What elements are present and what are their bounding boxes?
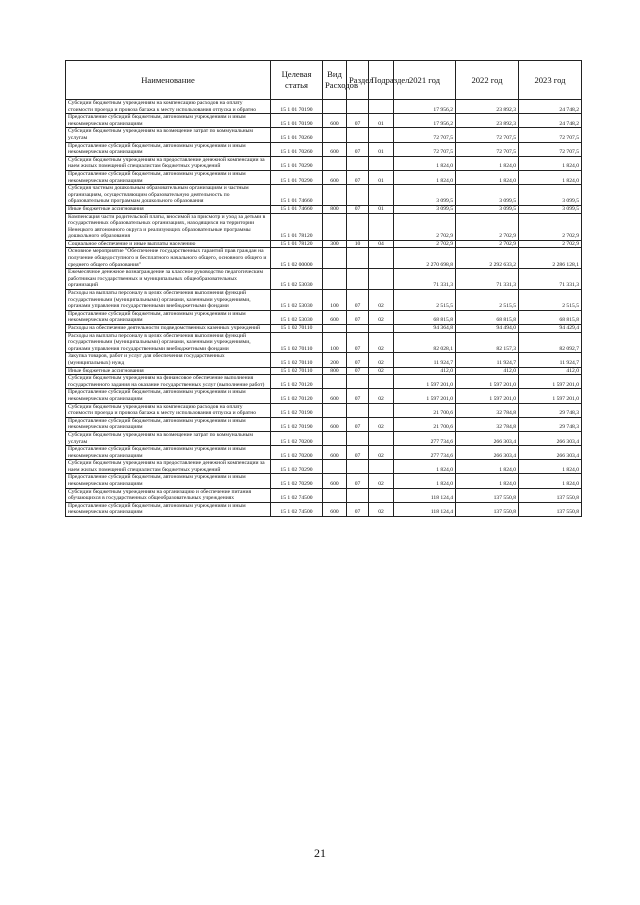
row-type-cell: 300 [323,240,347,248]
row-target-cell: 15 1 02 53030 [271,269,323,290]
row-2021-cell: 3 099,5 [394,205,456,213]
row-section-cell: 07 [347,205,369,213]
row-name-cell: Предоставление субсидий бюджетным, автономным учреждениям и иным некоммерческим организациям [66,310,271,324]
row-type-cell: 100 [323,332,347,353]
row-target-cell: 15 1 02 74500 [271,488,323,502]
row-2023-cell: 1 824,0 [519,156,582,170]
row-2023-cell: 2 286 128,1 [519,248,582,269]
row-name-cell: Субсидии бюджетным учреждениям на компенсацию расходов на оплату стоимости проезда и провоза багажа к месту использования отпуска и обратно [66,403,271,417]
row-2021-cell: 2 270 698,8 [394,248,456,269]
table-row [66,375,582,389]
table-row [66,240,582,248]
row-name-cell: Ежемесячное денежное вознаграждение за классное руководство педагогическим работникам государственных и муниципальных общеобразовательных организаций [66,269,271,290]
table-row [66,213,582,240]
row-section-cell [347,213,369,240]
table-row [66,389,582,403]
row-section-cell: 07 [347,353,369,367]
row-2021-cell: 1 597 201,0 [394,389,456,403]
row-type-cell: 600 [323,502,347,516]
row-type-cell: 600 [323,446,347,460]
row-subsection-cell [369,248,394,269]
row-name-cell: Расходы на обеспечение деятельности подведомственных казенных учреждений [66,325,271,333]
row-section-cell [347,431,369,445]
row-2023-cell: 2 702,9 [519,213,582,240]
table-row [66,417,582,431]
row-target-cell: 15 1 02 74500 [271,502,323,516]
row-2023-cell: 29 748,3 [519,417,582,431]
table-row [66,142,582,156]
row-target-cell: 15 1 01 70190 [271,114,323,128]
header-year-2022: 2022 год [456,61,519,100]
row-2023-cell: 3 099,5 [519,185,582,206]
row-target-cell: 15 1 01 70290 [271,170,323,184]
table-row [66,185,582,206]
row-name-cell: Предоставление субсидий бюджетным, автономным учреждениям и иным некоммерческим организациям [66,114,271,128]
row-type-cell [323,375,347,389]
row-section-cell [347,100,369,114]
row-2021-cell: 72 707,5 [394,128,456,142]
row-type-cell: 600 [323,170,347,184]
row-name-cell: Предоставление субсидий бюджетным, автономным учреждениям и иным некоммерческим организациям [66,170,271,184]
row-type-cell [323,100,347,114]
row-2022-cell: 2 292 633,2 [456,248,519,269]
row-subsection-cell [369,156,394,170]
table-row [66,114,582,128]
table-row [66,502,582,516]
row-2022-cell: 1 824,0 [456,474,519,488]
row-2023-cell: 137 550,8 [519,502,582,516]
row-2022-cell: 2 702,9 [456,213,519,240]
row-subsection-cell: 02 [369,474,394,488]
row-type-cell [323,403,347,417]
row-2021-cell: 277 734,6 [394,431,456,445]
row-2021-cell: 3 099,5 [394,185,456,206]
row-target-cell: 15 1 01 74660 [271,205,323,213]
row-subsection-cell [369,185,394,206]
row-name-cell: Основное мероприятие "Обеспечение государственных гарантий прав граждан на получение общедоступного и бесплатного начального общего, основного общего и среднего общего образования" [66,248,271,269]
row-2022-cell: 266 303,4 [456,431,519,445]
row-subsection-cell [369,431,394,445]
row-2023-cell: 266 303,4 [519,431,582,445]
row-section-cell: 07 [347,446,369,460]
row-target-cell: 15 1 02 53030 [271,290,323,311]
row-target-cell: 15 1 02 70200 [271,431,323,445]
row-target-cell: 15 1 02 70120 [271,375,323,389]
table-row [66,474,582,488]
row-target-cell: 15 1 02 70190 [271,417,323,431]
header-name: Наименование [66,61,271,100]
row-2021-cell: 21 700,6 [394,403,456,417]
row-2023-cell: 2 702,9 [519,240,582,248]
row-2021-cell: 1 824,0 [394,170,456,184]
row-name-cell: Субсидии бюджетным учреждениям на финансовое обеспечение выполнения государственного задания на оказание государственных услуг (выполнение работ) [66,375,271,389]
row-target-cell: 15 1 02 70290 [271,460,323,474]
row-section-cell [347,325,369,333]
row-type-cell: 800 [323,367,347,375]
row-2023-cell: 72 707,5 [519,128,582,142]
row-section-cell [347,488,369,502]
row-section-cell: 07 [347,367,369,375]
table-header-row [66,61,582,100]
row-type-cell [323,460,347,474]
row-section-cell: 07 [347,290,369,311]
row-2022-cell: 2 515,5 [456,290,519,311]
row-2022-cell: 1 597 201,0 [456,375,519,389]
row-name-cell: Субсидии бюджетным учреждениям на компенсацию расходов на оплату стоимости проезда и провоза багажа к месту использования отпуска и обратно [66,100,271,114]
row-name-cell: Расходы на выплаты персоналу в целях обеспечения выполнения функций государственными (муниципальными) органами, казенными учреждениями, органами управления государственными внебюджетными фондами [66,290,271,311]
row-section-cell: 07 [347,170,369,184]
table-row [66,310,582,324]
row-2021-cell: 118 124,4 [394,488,456,502]
table-row [66,156,582,170]
row-type-cell: 800 [323,205,347,213]
row-section-cell: 07 [347,332,369,353]
header-section: Раздел [347,61,369,100]
row-2022-cell: 412,0 [456,367,519,375]
table-body [66,100,582,517]
row-subsection-cell: 01 [369,170,394,184]
row-2023-cell: 3 099,5 [519,205,582,213]
row-subsection-cell: 01 [369,114,394,128]
row-subsection-cell: 02 [369,389,394,403]
row-subsection-cell [369,325,394,333]
row-section-cell [347,185,369,206]
row-name-cell: Субсидии бюджетным учреждениям на организацию и обеспечение питания обучающихся в государственных общеобразовательных учреждениях [66,488,271,502]
header-year-2023: 2023 год [519,61,582,100]
row-subsection-cell [369,213,394,240]
row-target-cell: 15 1 01 78120 [271,213,323,240]
row-2022-cell: 1 824,0 [456,460,519,474]
row-2022-cell: 1 824,0 [456,170,519,184]
row-name-cell: Субсидия частным дошкольным образовательным организациям и частным организациям, осуществляющим образовательную деятельность по образовательным программам дошкольного образования [66,185,271,206]
row-target-cell: 15 1 02 70290 [271,474,323,488]
row-name-cell: Субсидии бюджетным учреждениям на возмещение затрат по коммунальным услугам [66,128,271,142]
row-type-cell: 600 [323,310,347,324]
row-2021-cell: 2 515,5 [394,290,456,311]
row-2021-cell: 118 124,4 [394,502,456,516]
row-2023-cell: 11 924,7 [519,353,582,367]
row-type-cell: 600 [323,417,347,431]
row-2021-cell: 21 700,6 [394,417,456,431]
row-2021-cell: 71 331,3 [394,269,456,290]
row-2023-cell: 137 550,8 [519,488,582,502]
row-type-cell: 600 [323,474,347,488]
row-type-cell [323,185,347,206]
row-2021-cell: 1 824,0 [394,460,456,474]
row-name-cell: Иные бюджетные ассигнования [66,205,271,213]
row-2023-cell: 1 824,0 [519,474,582,488]
row-2022-cell: 1 824,0 [456,156,519,170]
row-2022-cell: 2 702,9 [456,240,519,248]
row-target-cell: 15 1 02 70110 [271,332,323,353]
row-type-cell [323,488,347,502]
table-row [66,431,582,445]
row-2023-cell: 72 707,5 [519,142,582,156]
header-year-2021: 2021 год [394,61,456,100]
row-type-cell: 600 [323,389,347,403]
row-subsection-cell: 02 [369,332,394,353]
row-name-cell: Субсидии бюджетным учреждениям на возмещение затрат по коммунальным услугам [66,431,271,445]
table-row [66,205,582,213]
row-2021-cell: 1 824,0 [394,474,456,488]
row-type-cell [323,156,347,170]
row-name-cell: Предоставление субсидий бюджетным, автономным учреждениям и иным некоммерческим организациям [66,446,271,460]
table-row [66,403,582,417]
row-2022-cell: 23 892,3 [456,100,519,114]
row-target-cell: 15 1 01 70290 [271,156,323,170]
row-2021-cell: 2 702,9 [394,240,456,248]
row-2023-cell: 71 331,3 [519,269,582,290]
row-subsection-cell: 02 [369,417,394,431]
row-target-cell: 15 1 02 00000 [271,248,323,269]
row-target-cell: 15 1 01 70190 [271,100,323,114]
row-name-cell: Расходы на выплаты персоналу в целях обеспечения выполнения функций государственными (муниципальными) органами, казенными учреждениями, органами управления государственными внебюджетными фондами [66,332,271,353]
row-subsection-cell: 04 [369,240,394,248]
row-type-cell: 100 [323,290,347,311]
row-2022-cell: 1 597 201,0 [456,389,519,403]
row-name-cell: Предоставление субсидий бюджетным, автономным учреждениям и иным некоммерческим организациям [66,417,271,431]
row-name-cell: Субсидии бюджетным учреждениям на предоставление денежной компенсации за наем жилых помещений специалистам бюджетных учреждений [66,156,271,170]
row-subsection-cell: 02 [369,502,394,516]
page-number: 21 [314,846,326,860]
row-section-cell [347,375,369,389]
row-target-cell: 15 1 01 70260 [271,128,323,142]
row-2022-cell: 137 550,8 [456,488,519,502]
row-2021-cell: 1 597 201,0 [394,375,456,389]
row-section-cell [347,156,369,170]
row-2021-cell: 17 956,2 [394,100,456,114]
row-type-cell: 600 [323,142,347,156]
row-2023-cell: 24 748,2 [519,114,582,128]
table-row [66,332,582,353]
row-type-cell [323,269,347,290]
table-row [66,128,582,142]
row-2023-cell: 29 748,3 [519,403,582,417]
row-name-cell: Закупка товаров, работ и услуг для обеспечения государственных (муниципальных) нужд [66,353,271,367]
row-2023-cell: 68 815,8 [519,310,582,324]
row-2021-cell: 1 824,0 [394,156,456,170]
row-name-cell: Компенсация части родительской платы, вносимой за присмотр и уход за детьми в государственных образовательных организациях, находящихся на территории Ненецкого автономного округа и реализующих образовательные программы дошкольного образования [66,213,271,240]
row-subsection-cell: 01 [369,142,394,156]
row-name-cell: Предоставление субсидий бюджетным, автономным учреждениям и иным некоммерческим организациям [66,502,271,516]
header-expense-type: Вид Расходов [323,61,347,100]
row-target-cell: 15 1 02 53030 [271,310,323,324]
header-target-article: Целевая статья [271,61,323,100]
row-section-cell [347,128,369,142]
row-subsection-cell: 02 [369,353,394,367]
row-target-cell: 15 1 02 70110 [271,367,323,375]
row-2022-cell: 32 784,8 [456,417,519,431]
row-type-cell: 600 [323,114,347,128]
row-section-cell [347,460,369,474]
row-2023-cell: 94 429,4 [519,325,582,333]
row-subsection-cell [369,460,394,474]
table-row [66,367,582,375]
row-2022-cell: 266 303,4 [456,446,519,460]
row-subsection-cell: 02 [369,446,394,460]
row-subsection-cell [369,488,394,502]
row-subsection-cell: 01 [369,205,394,213]
row-target-cell: 15 1 01 70260 [271,142,323,156]
table-row [66,248,582,269]
row-2022-cell: 137 550,8 [456,502,519,516]
table-row [66,325,582,333]
row-type-cell [323,248,347,269]
budget-table [65,60,582,517]
row-section-cell [347,403,369,417]
row-2021-cell: 2 702,9 [394,213,456,240]
table-row [66,100,582,114]
row-target-cell: 15 1 02 70200 [271,446,323,460]
row-subsection-cell [369,128,394,142]
row-name-cell: Предоставление субсидий бюджетным, автономным учреждениям и иным некоммерческим организациям [66,142,271,156]
row-section-cell: 07 [347,417,369,431]
row-type-cell [323,325,347,333]
table-row [66,290,582,311]
row-subsection-cell: 02 [369,367,394,375]
row-type-cell: 200 [323,353,347,367]
row-subsection-cell: 02 [369,290,394,311]
table-row [66,269,582,290]
row-2022-cell: 71 331,3 [456,269,519,290]
row-2022-cell: 72 707,5 [456,142,519,156]
row-name-cell: Предоставление субсидий бюджетным, автономным учреждениям и иным некоммерческим организациям [66,389,271,403]
row-target-cell: 15 1 02 70190 [271,403,323,417]
row-type-cell [323,431,347,445]
row-section-cell: 07 [347,474,369,488]
row-target-cell: 15 1 02 70120 [271,389,323,403]
row-2023-cell: 266 303,4 [519,446,582,460]
table-row [66,460,582,474]
row-2023-cell: 1 824,0 [519,170,582,184]
row-subsection-cell: 02 [369,310,394,324]
row-2021-cell: 17 956,2 [394,114,456,128]
row-subsection-cell [369,269,394,290]
row-name-cell: Иные бюджетные ассигнования [66,367,271,375]
row-2022-cell: 32 784,8 [456,403,519,417]
row-2023-cell: 1 597 201,0 [519,389,582,403]
row-2022-cell: 3 099,5 [456,185,519,206]
row-name-cell: Субсидии бюджетным учреждениям на предоставление денежной компенсации за наем жилых помещений специалистам бюджетных учреждений [66,460,271,474]
table-row [66,446,582,460]
row-section-cell: 10 [347,240,369,248]
row-section-cell [347,269,369,290]
row-2022-cell: 23 892,3 [456,114,519,128]
row-type-cell [323,128,347,142]
row-section-cell: 07 [347,114,369,128]
row-subsection-cell [369,100,394,114]
row-2021-cell: 11 924,7 [394,353,456,367]
row-2022-cell: 72 707,5 [456,128,519,142]
row-2021-cell: 68 815,8 [394,310,456,324]
row-2021-cell: 277 734,6 [394,446,456,460]
row-name-cell: Предоставление субсидий бюджетным, автономным учреждениям и иным некоммерческим организациям [66,474,271,488]
row-2023-cell: 412,0 [519,367,582,375]
table-row [66,170,582,184]
row-2022-cell: 68 815,8 [456,310,519,324]
row-2021-cell: 82 028,1 [394,332,456,353]
row-2023-cell: 1 824,0 [519,460,582,474]
row-2022-cell: 94 494,0 [456,325,519,333]
row-target-cell: 15 1 01 74660 [271,185,323,206]
row-2022-cell: 82 157,3 [456,332,519,353]
row-2023-cell: 82 092,7 [519,332,582,353]
row-target-cell: 15 1 02 70110 [271,325,323,333]
row-target-cell: 15 1 01 78120 [271,240,323,248]
row-section-cell: 07 [347,389,369,403]
row-2023-cell: 24 748,2 [519,100,582,114]
row-2021-cell: 412,0 [394,367,456,375]
row-2023-cell: 1 597 201,0 [519,375,582,389]
row-type-cell [323,213,347,240]
row-section-cell [347,248,369,269]
table-row [66,488,582,502]
row-2023-cell: 2 515,5 [519,290,582,311]
row-subsection-cell [369,403,394,417]
header-subsection: Подраздел [369,61,394,100]
row-section-cell: 07 [347,310,369,324]
row-2021-cell: 94 364,8 [394,325,456,333]
row-section-cell: 07 [347,502,369,516]
row-target-cell: 15 1 02 70110 [271,353,323,367]
row-section-cell: 07 [347,142,369,156]
row-2022-cell: 11 924,7 [456,353,519,367]
row-2021-cell: 72 707,5 [394,142,456,156]
table-row [66,353,582,367]
row-2022-cell: 3 099,5 [456,205,519,213]
row-name-cell: Социальное обеспечение и иные выплаты населению [66,240,271,248]
row-subsection-cell [369,375,394,389]
